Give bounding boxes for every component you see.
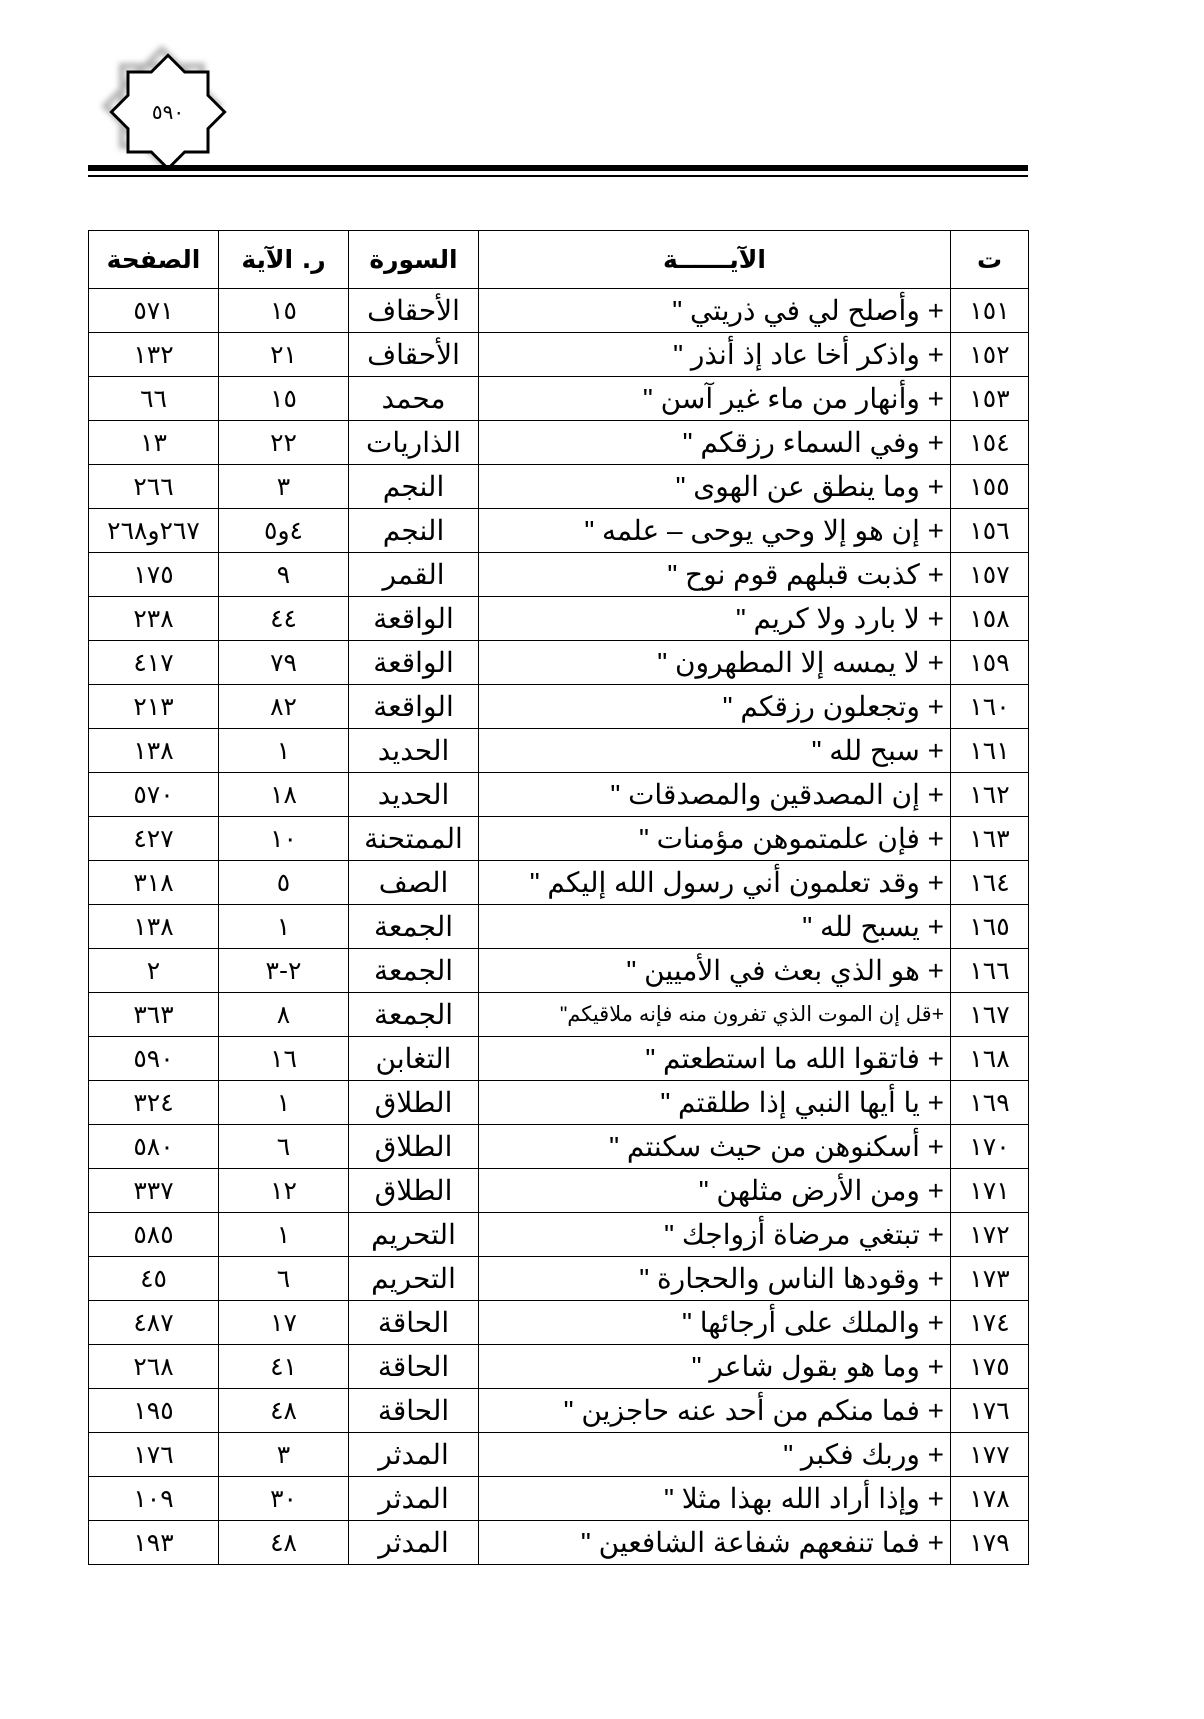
row-number: ١٦٣ [951, 817, 1029, 861]
ayah-text: + وما هو بقول شاعر " [479, 1345, 951, 1389]
page-reference: ٣١٨ [89, 861, 219, 905]
ayah-text: + وقد تعلمون أني رسول الله إليكم " [479, 861, 951, 905]
page-reference: ١٣٨ [89, 905, 219, 949]
ayah-text: + إن المصدقين والمصدقات " [479, 773, 951, 817]
sura-name: التحريم [349, 1257, 479, 1301]
ayah-number: ٨٢ [219, 685, 349, 729]
ayah-text: + لا بارد ولا كريم " [479, 597, 951, 641]
page-reference: ٥٧٠ [89, 773, 219, 817]
table-row [89, 597, 1029, 641]
ayah-text: +قل إن الموت الذي تفرون منه فإنه ملاقيكم" [479, 993, 951, 1037]
row-number: ١٥٢ [951, 333, 1029, 377]
ayah-text: + أسكنوهن من حيث سكنتم " [479, 1125, 951, 1169]
sura-name: القمر [349, 553, 479, 597]
ayah-number: ٤و٥ [219, 509, 349, 553]
page-reference: ٥٨٠ [89, 1125, 219, 1169]
page-reference: ١٣٢ [89, 333, 219, 377]
ayah-text: + يا أيها النبي إذا طلقتم " [479, 1081, 951, 1125]
header-ayah: الآيــــــة [479, 231, 951, 289]
sura-name: الجمعة [349, 949, 479, 993]
ayah-text: + وفي السماء رزقكم " [479, 421, 951, 465]
ayah-text: + وربك فكبر " [479, 1433, 951, 1477]
ayah-text: + والملك على أرجائها " [479, 1301, 951, 1345]
page-reference: ١٩٥ [89, 1389, 219, 1433]
sura-name: الطلاق [349, 1125, 479, 1169]
table-row [89, 1213, 1029, 1257]
ayah-text: + فاتقوا الله ما استطعتم " [479, 1037, 951, 1081]
table-row [89, 1081, 1029, 1125]
sura-name: الطلاق [349, 1169, 479, 1213]
ayah-number: ١٢ [219, 1169, 349, 1213]
table-row [89, 1301, 1029, 1345]
row-number: ١٧٤ [951, 1301, 1029, 1345]
ayah-text: + فإن علمتموهن مؤمنات " [479, 817, 951, 861]
ayah-number: ٨ [219, 993, 349, 1037]
row-number: ١٦٦ [951, 949, 1029, 993]
ayah-text: + ومن الأرض مثلهن " [479, 1169, 951, 1213]
ayah-text: + وإذا أراد الله بهذا مثلا " [479, 1477, 951, 1521]
table-header-row [89, 231, 1029, 289]
row-number: ١٦٧ [951, 993, 1029, 1037]
header-sura: السورة [349, 231, 479, 289]
row-number: ١٧٠ [951, 1125, 1029, 1169]
sura-name: الجمعة [349, 993, 479, 1037]
page-reference: ١٧٥ [89, 553, 219, 597]
ayah-text: + وتجعلون رزقكم " [479, 685, 951, 729]
verse-index-table [88, 230, 1029, 1565]
ayah-text: + هو الذي بعث في الأميين " [479, 949, 951, 993]
row-number: ١٧٨ [951, 1477, 1029, 1521]
ayah-number: ١٥ [219, 377, 349, 421]
sura-name: النجم [349, 465, 479, 509]
sura-name: الذاريات [349, 421, 479, 465]
sura-name: المدثر [349, 1521, 479, 1565]
sura-name: الأحقاف [349, 289, 479, 333]
page-reference: ٢٦٧و٢٦٨ [89, 509, 219, 553]
table-row [89, 729, 1029, 773]
row-number: ١٧٩ [951, 1521, 1029, 1565]
table-row [89, 289, 1029, 333]
header-num: ت [951, 231, 1029, 289]
ayah-number: ١٠ [219, 817, 349, 861]
page-number: ٥٩٠ [151, 100, 185, 124]
header-rule-thick [88, 165, 1028, 171]
ayah-number: ١ [219, 729, 349, 773]
sura-name: الطلاق [349, 1081, 479, 1125]
table-row [89, 685, 1029, 729]
table-row [89, 817, 1029, 861]
table-row [89, 1257, 1029, 1301]
page-reference: ٤٢٧ [89, 817, 219, 861]
sura-name: الحديد [349, 729, 479, 773]
row-number: ١٦١ [951, 729, 1029, 773]
ayah-text: + وما ينطق عن الهوى " [479, 465, 951, 509]
table-row [89, 861, 1029, 905]
ayah-text: + واذكر أخا عاد إذ أنذر " [479, 333, 951, 377]
table-row [89, 1433, 1029, 1477]
ayah-number: ٣٠ [219, 1477, 349, 1521]
page-reference: ٦٦ [89, 377, 219, 421]
ayah-text: + وقودها الناس والحجارة " [479, 1257, 951, 1301]
ayah-text: + وأنهار من ماء غير آسن " [479, 377, 951, 421]
ayah-number: ١ [219, 1213, 349, 1257]
header-rule-thin [88, 175, 1028, 177]
sura-name: النجم [349, 509, 479, 553]
ayah-number: ٩ [219, 553, 349, 597]
table-row [89, 421, 1029, 465]
ayah-number: ٢٢ [219, 421, 349, 465]
sura-name: المدثر [349, 1477, 479, 1521]
sura-name: الصف [349, 861, 479, 905]
ayah-number: ٥ [219, 861, 349, 905]
page-reference: ٥٩٠ [89, 1037, 219, 1081]
table-row [89, 377, 1029, 421]
page-reference: ٢١٣ [89, 685, 219, 729]
table-row [89, 949, 1029, 993]
table-row [89, 509, 1029, 553]
ayah-text: + فما منكم من أحد عنه حاجزين " [479, 1389, 951, 1433]
row-number: ١٦٩ [951, 1081, 1029, 1125]
table-row [89, 1521, 1029, 1565]
ayah-text: + كذبت قبلهم قوم نوح " [479, 553, 951, 597]
row-number: ١٥٨ [951, 597, 1029, 641]
sura-name: الواقعة [349, 685, 479, 729]
sura-name: الواقعة [349, 597, 479, 641]
row-number: ١٦٢ [951, 773, 1029, 817]
page-reference: ١٠٩ [89, 1477, 219, 1521]
ayah-number: ٣ [219, 465, 349, 509]
table-row [89, 333, 1029, 377]
sura-name: محمد [349, 377, 479, 421]
sura-name: التحريم [349, 1213, 479, 1257]
row-number: ١٧٦ [951, 1389, 1029, 1433]
ayah-number: ١٨ [219, 773, 349, 817]
ayah-number: ١ [219, 905, 349, 949]
page-reference: ٢ [89, 949, 219, 993]
ayah-number: ٤٤ [219, 597, 349, 641]
page-reference: ١٩٣ [89, 1521, 219, 1565]
ayah-number: ٤٨ [219, 1521, 349, 1565]
table-row [89, 465, 1029, 509]
table-row [89, 1389, 1029, 1433]
sura-name: الحاقة [349, 1345, 479, 1389]
row-number: ١٥٤ [951, 421, 1029, 465]
ayah-number: ١٧ [219, 1301, 349, 1345]
row-number: ١٥٥ [951, 465, 1029, 509]
row-number: ١٦٠ [951, 685, 1029, 729]
table-row [89, 553, 1029, 597]
table-row [89, 1125, 1029, 1169]
ayah-text: + وأصلح لي في ذريتي " [479, 289, 951, 333]
row-number: ١٥٦ [951, 509, 1029, 553]
ayah-text: + فما تنفعهم شفاعة الشافعين " [479, 1521, 951, 1565]
page-reference: ١٧٦ [89, 1433, 219, 1477]
page-reference: ٣٢٤ [89, 1081, 219, 1125]
page-reference: ١٣٨ [89, 729, 219, 773]
ayah-number: ٣ [219, 1433, 349, 1477]
table-row [89, 905, 1029, 949]
sura-name: الحاقة [349, 1301, 479, 1345]
row-number: ١٥٧ [951, 553, 1029, 597]
sura-name: المدثر [349, 1433, 479, 1477]
page-number-ornament [98, 42, 238, 182]
page-reference: ٣٦٣ [89, 993, 219, 1037]
ayah-number: ٤٨ [219, 1389, 349, 1433]
ayah-text: + إن هو إلا وحي يوحى – علمه " [479, 509, 951, 553]
ayah-number: ٦ [219, 1257, 349, 1301]
table-row [89, 641, 1029, 685]
row-number: ١٥١ [951, 289, 1029, 333]
sura-name: الواقعة [349, 641, 479, 685]
page-reference: ١٣ [89, 421, 219, 465]
sura-name: الممتحنة [349, 817, 479, 861]
row-number: ١٦٤ [951, 861, 1029, 905]
sura-name: الجمعة [349, 905, 479, 949]
row-number: ١٦٨ [951, 1037, 1029, 1081]
ayah-number: ١٥ [219, 289, 349, 333]
table-row [89, 1477, 1029, 1521]
row-number: ١٧٢ [951, 1213, 1029, 1257]
header-page: الصفحة [89, 231, 219, 289]
ayah-number: ١٦ [219, 1037, 349, 1081]
page-reference: ٤٨٧ [89, 1301, 219, 1345]
row-number: ١٦٥ [951, 905, 1029, 949]
page-reference: ٣٣٧ [89, 1169, 219, 1213]
ayah-number: ٦ [219, 1125, 349, 1169]
page-reference: ٤١٧ [89, 641, 219, 685]
page-reference: ٥٨٥ [89, 1213, 219, 1257]
row-number: ١٥٣ [951, 377, 1029, 421]
page-reference: ٤٥ [89, 1257, 219, 1301]
row-number: ١٧١ [951, 1169, 1029, 1213]
ayah-text: + تبتغي مرضاة أزواجك " [479, 1213, 951, 1257]
sura-name: الحديد [349, 773, 479, 817]
row-number: ١٥٩ [951, 641, 1029, 685]
ayah-text: + يسبح لله " [479, 905, 951, 949]
table-row [89, 1037, 1029, 1081]
sura-name: الأحقاف [349, 333, 479, 377]
table-row [89, 1169, 1029, 1213]
table-row [89, 1345, 1029, 1389]
ayah-number: ٧٩ [219, 641, 349, 685]
row-number: ١٧٥ [951, 1345, 1029, 1389]
header-ayah-number: ر. الآية [219, 231, 349, 289]
page-reference: ٢٣٨ [89, 597, 219, 641]
page-reference: ٢٦٦ [89, 465, 219, 509]
page-reference: ٢٦٨ [89, 1345, 219, 1389]
ayah-number: ٢-٣ [219, 949, 349, 993]
ayah-text: + سبح لله " [479, 729, 951, 773]
sura-name: التغابن [349, 1037, 479, 1081]
ayah-number: ١ [219, 1081, 349, 1125]
ayah-text: + لا يمسه إلا المطهرون " [479, 641, 951, 685]
table-row [89, 993, 1029, 1037]
ayah-number: ٤١ [219, 1345, 349, 1389]
row-number: ١٧٣ [951, 1257, 1029, 1301]
sura-name: الحاقة [349, 1389, 479, 1433]
table-row [89, 773, 1029, 817]
page-reference: ٥٧١ [89, 289, 219, 333]
row-number: ١٧٧ [951, 1433, 1029, 1477]
ayah-number: ٢١ [219, 333, 349, 377]
